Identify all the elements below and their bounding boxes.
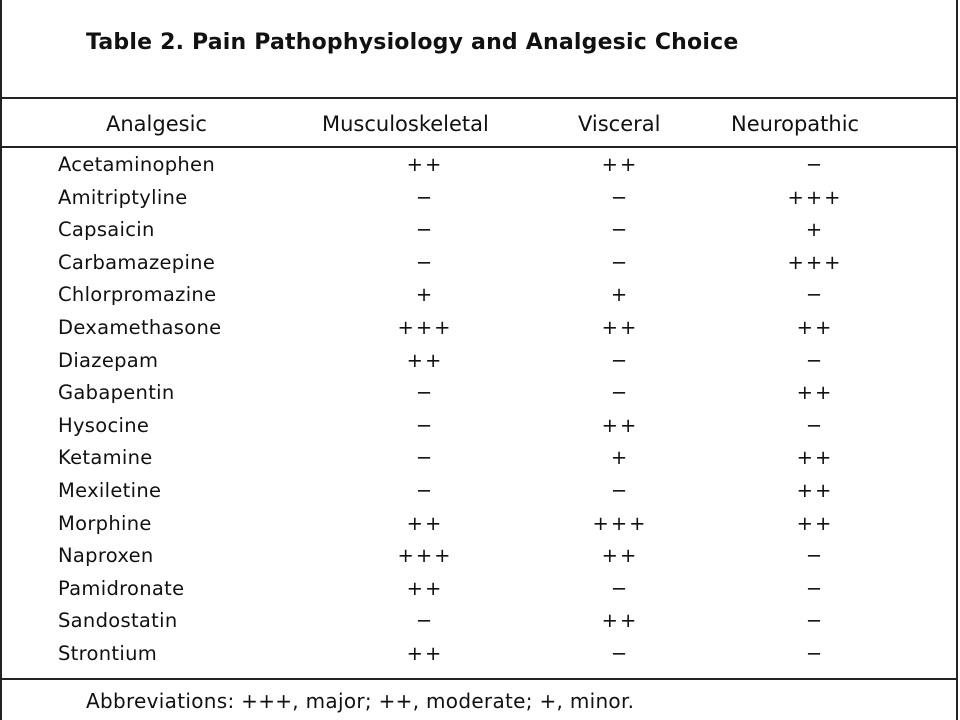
table-body: [0, 150, 958, 672]
cell-analgesic: Sandostatin: [58, 609, 178, 633]
table-row: [0, 476, 958, 509]
cell-neuropathic: ++: [796, 381, 834, 405]
cell-neuropathic: −: [805, 544, 825, 568]
abbreviations-footnote: Abbreviations: +++, major; ++, moderate; +, minor.: [86, 689, 635, 713]
cell-visceral: ++: [601, 315, 639, 339]
table-row: [0, 606, 958, 639]
table-row: [0, 346, 958, 379]
cell-analgesic: Naproxen: [58, 544, 154, 568]
cell-visceral: −: [610, 250, 630, 274]
cell-visceral: −: [610, 218, 630, 242]
cell-analgesic: Dexamethasone: [58, 315, 222, 339]
top-rule: [0, 97, 958, 99]
cell-neuropathic: +: [805, 218, 825, 242]
cell-analgesic: Carbamazepine: [58, 250, 216, 274]
cell-analgesic: Chlorpromazine: [58, 283, 217, 307]
cell-musculoskeletal: −: [415, 609, 435, 633]
cell-visceral: ++: [601, 609, 639, 633]
cell-visceral: −: [610, 478, 630, 502]
cell-analgesic: Hysocine: [58, 413, 150, 437]
table-row: [0, 215, 958, 248]
cell-neuropathic: −: [805, 609, 825, 633]
table-row: [0, 150, 958, 183]
table-title: Table 2. Pain Pathophysiology and Analgesic Choice: [86, 30, 739, 55]
cell-neuropathic: ++: [796, 511, 834, 535]
cell-visceral: −: [610, 185, 630, 209]
cell-musculoskeletal: ++: [406, 576, 444, 600]
cell-analgesic: Mexiletine: [58, 478, 162, 502]
cell-musculoskeletal: −: [415, 478, 435, 502]
cell-visceral: −: [610, 348, 630, 372]
table-row: [0, 639, 958, 672]
table-row: [0, 541, 958, 574]
cell-visceral: +: [610, 446, 630, 470]
cell-visceral: +: [610, 283, 630, 307]
cell-visceral: −: [610, 576, 630, 600]
cell-visceral: +++: [592, 511, 648, 535]
cell-musculoskeletal: −: [415, 185, 435, 209]
table-row: [0, 183, 958, 216]
header-visceral: Visceral: [578, 112, 661, 136]
cell-musculoskeletal: +++: [397, 315, 453, 339]
cell-musculoskeletal: −: [415, 218, 435, 242]
table-row: [0, 248, 958, 281]
cell-neuropathic: −: [805, 576, 825, 600]
cell-analgesic: Capsaicin: [58, 218, 155, 242]
cell-neuropathic: −: [805, 413, 825, 437]
table-row: [0, 443, 958, 476]
cell-neuropathic: +++: [787, 185, 843, 209]
table-row: [0, 509, 958, 542]
bottom-rule: [0, 678, 958, 680]
cell-visceral: −: [610, 641, 630, 665]
cell-musculoskeletal: −: [415, 250, 435, 274]
header-musculoskeletal: Musculoskeletal: [322, 112, 489, 136]
cell-visceral: ++: [601, 544, 639, 568]
cell-analgesic: Gabapentin: [58, 381, 175, 405]
cell-musculoskeletal: −: [415, 381, 435, 405]
cell-neuropathic: −: [805, 153, 825, 176]
table-row: [0, 313, 958, 346]
cell-visceral: −: [610, 381, 630, 405]
cell-neuropathic: ++: [796, 446, 834, 470]
cell-analgesic: Amitriptyline: [58, 185, 188, 209]
cell-musculoskeletal: +: [415, 283, 435, 307]
cell-analgesic: Diazepam: [58, 348, 159, 372]
cell-analgesic: Acetaminophen: [58, 153, 216, 176]
cell-musculoskeletal: +++: [397, 544, 453, 568]
cell-neuropathic: ++: [796, 315, 834, 339]
table-row: [0, 378, 958, 411]
cell-analgesic: Strontium: [58, 641, 158, 665]
cell-neuropathic: −: [805, 641, 825, 665]
cell-visceral: ++: [601, 413, 639, 437]
header-analgesic: Analgesic: [106, 112, 207, 136]
cell-neuropathic: −: [805, 348, 825, 372]
header-rule: [0, 146, 958, 148]
cell-neuropathic: −: [805, 283, 825, 307]
cell-neuropathic: +++: [787, 250, 843, 274]
cell-musculoskeletal: −: [415, 446, 435, 470]
cell-neuropathic: ++: [796, 478, 834, 502]
cell-analgesic: Morphine: [58, 511, 152, 535]
cell-musculoskeletal: ++: [406, 641, 444, 665]
cell-musculoskeletal: ++: [406, 153, 444, 176]
table-row: [0, 574, 958, 607]
cell-analgesic: Pamidronate: [58, 576, 185, 600]
table-row: [0, 280, 958, 313]
cell-analgesic: Ketamine: [58, 446, 153, 470]
table-row: [0, 411, 958, 444]
cell-musculoskeletal: −: [415, 413, 435, 437]
header-neuropathic: Neuropathic: [731, 112, 860, 136]
cell-musculoskeletal: ++: [406, 511, 444, 535]
cell-musculoskeletal: ++: [406, 348, 444, 372]
cell-visceral: ++: [601, 153, 639, 176]
